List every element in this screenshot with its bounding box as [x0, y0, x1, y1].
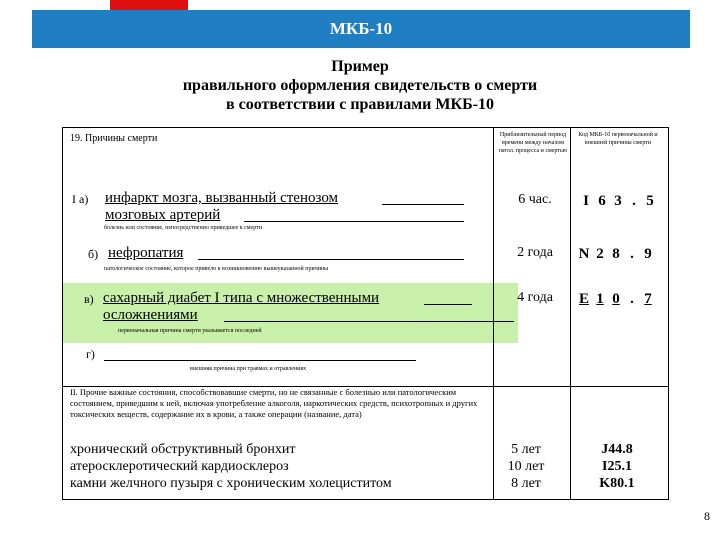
page-heading — [60, 57, 660, 114]
code-b-char-1: N — [578, 246, 590, 262]
other-duration-3: 8 лет — [511, 476, 541, 491]
code-a-char-3: 3 — [614, 193, 622, 209]
heading-line-3: в соответствии с правилами МКБ-10 — [225, 96, 494, 113]
fill-line-c2 — [224, 309, 514, 322]
divider-col-code-2 — [570, 386, 571, 499]
heading-line-1: Пример — [331, 58, 389, 75]
section-2-text: II. Прочие важные состояния, способствовавшие смерти, но не связанные с болезнью или патологическим состоянием, приведшим к ней, включая употребление алкоголя, наркотических средств, психотропных и других токсических веществ, содержание их в крови, а также операции (название, дата) — [70, 387, 478, 419]
code-c-char-2: 1 — [596, 291, 604, 307]
header-title: МКБ-10 — [329, 19, 393, 38]
cause-a-line-1: инфаркт мозга, вызванный стенозом — [105, 190, 339, 206]
note-d: внешняя причина при травмах и отравлениях — [190, 366, 307, 372]
cause-c-line-1: сахарный диабет I типа с множественными — [103, 290, 380, 306]
note-c: первоначальная причина смерти указывается последней — [118, 328, 262, 334]
icd-code-a — [578, 192, 658, 210]
row-label-b: б) — [88, 247, 99, 261]
other-conditions-list — [70, 441, 392, 492]
divider-col-period-2 — [493, 386, 494, 499]
cause-b: нефропатия — [108, 245, 184, 261]
duration-c: 4 года — [517, 290, 553, 305]
other-code-2: I25.1 — [602, 459, 632, 474]
code-a-char-1: I — [583, 193, 589, 209]
code-a-char-5: 5 — [646, 193, 654, 209]
other-code-3: K80.1 — [599, 476, 635, 491]
heading-line-2: правильного оформления свидетельств о смерти — [182, 77, 538, 94]
other-condition-3: камни желчного пузыря с хроническим холециститом — [70, 476, 392, 491]
other-codes — [582, 441, 652, 492]
code-a-char-4: . — [632, 193, 636, 209]
other-durations — [498, 441, 554, 492]
code-b-char-2: 2 — [596, 246, 604, 262]
code-a-char-2: 6 — [598, 193, 606, 209]
header-bar — [32, 10, 690, 48]
code-c-char-3: 0 — [612, 291, 620, 307]
duration-b: 2 года — [517, 245, 553, 260]
fill-line-c1 — [424, 292, 472, 305]
code-b-char-4: . — [630, 246, 634, 262]
duration-a: 6 час. — [518, 192, 552, 207]
column-period-header: Приблизительный период времени между началом патол. процесса и смертью — [498, 132, 568, 154]
other-condition-1: хронический обструктивный бронхит — [70, 442, 296, 457]
row-label-a: I а) — [72, 192, 89, 206]
other-duration-1: 5 лет — [511, 442, 541, 457]
icd-code-b — [576, 245, 656, 263]
page-number: 8 — [704, 509, 710, 523]
other-duration-2: 10 лет — [507, 459, 545, 474]
code-b-char-3: 8 — [612, 246, 620, 262]
cause-c-line-2: осложнениями — [103, 307, 198, 323]
row-label-c: в) — [84, 292, 94, 306]
row-label-d: г) — [86, 347, 95, 361]
note-a: болезнь или состояние, непосредственно приведшее к смерти — [104, 225, 262, 231]
fill-line-b — [198, 247, 464, 260]
code-b-char-5: 9 — [644, 246, 652, 262]
fill-line-a2 — [244, 209, 464, 222]
note-b: патологическое состояние, которое привело к возникновению вышеуказанной причины — [104, 266, 329, 272]
column-code-header: Код МКБ-10 первоначальной и внешней причины смерти — [578, 132, 658, 146]
icd-code-c — [576, 290, 656, 308]
other-code-1: J44.8 — [601, 442, 633, 457]
other-condition-2: атеросклеротический кардиосклероз — [70, 459, 289, 474]
code-c-char-1: E — [578, 291, 589, 307]
fill-line-d — [104, 348, 416, 361]
cause-a-line-2: мозговых артерий — [105, 207, 221, 223]
accent-bar — [110, 0, 188, 10]
code-c-char-4: . — [630, 291, 634, 307]
fill-line-a1 — [382, 192, 464, 205]
code-c-char-5: 7 — [644, 291, 652, 307]
section-19-label: 19. Причины смерти — [70, 133, 158, 144]
